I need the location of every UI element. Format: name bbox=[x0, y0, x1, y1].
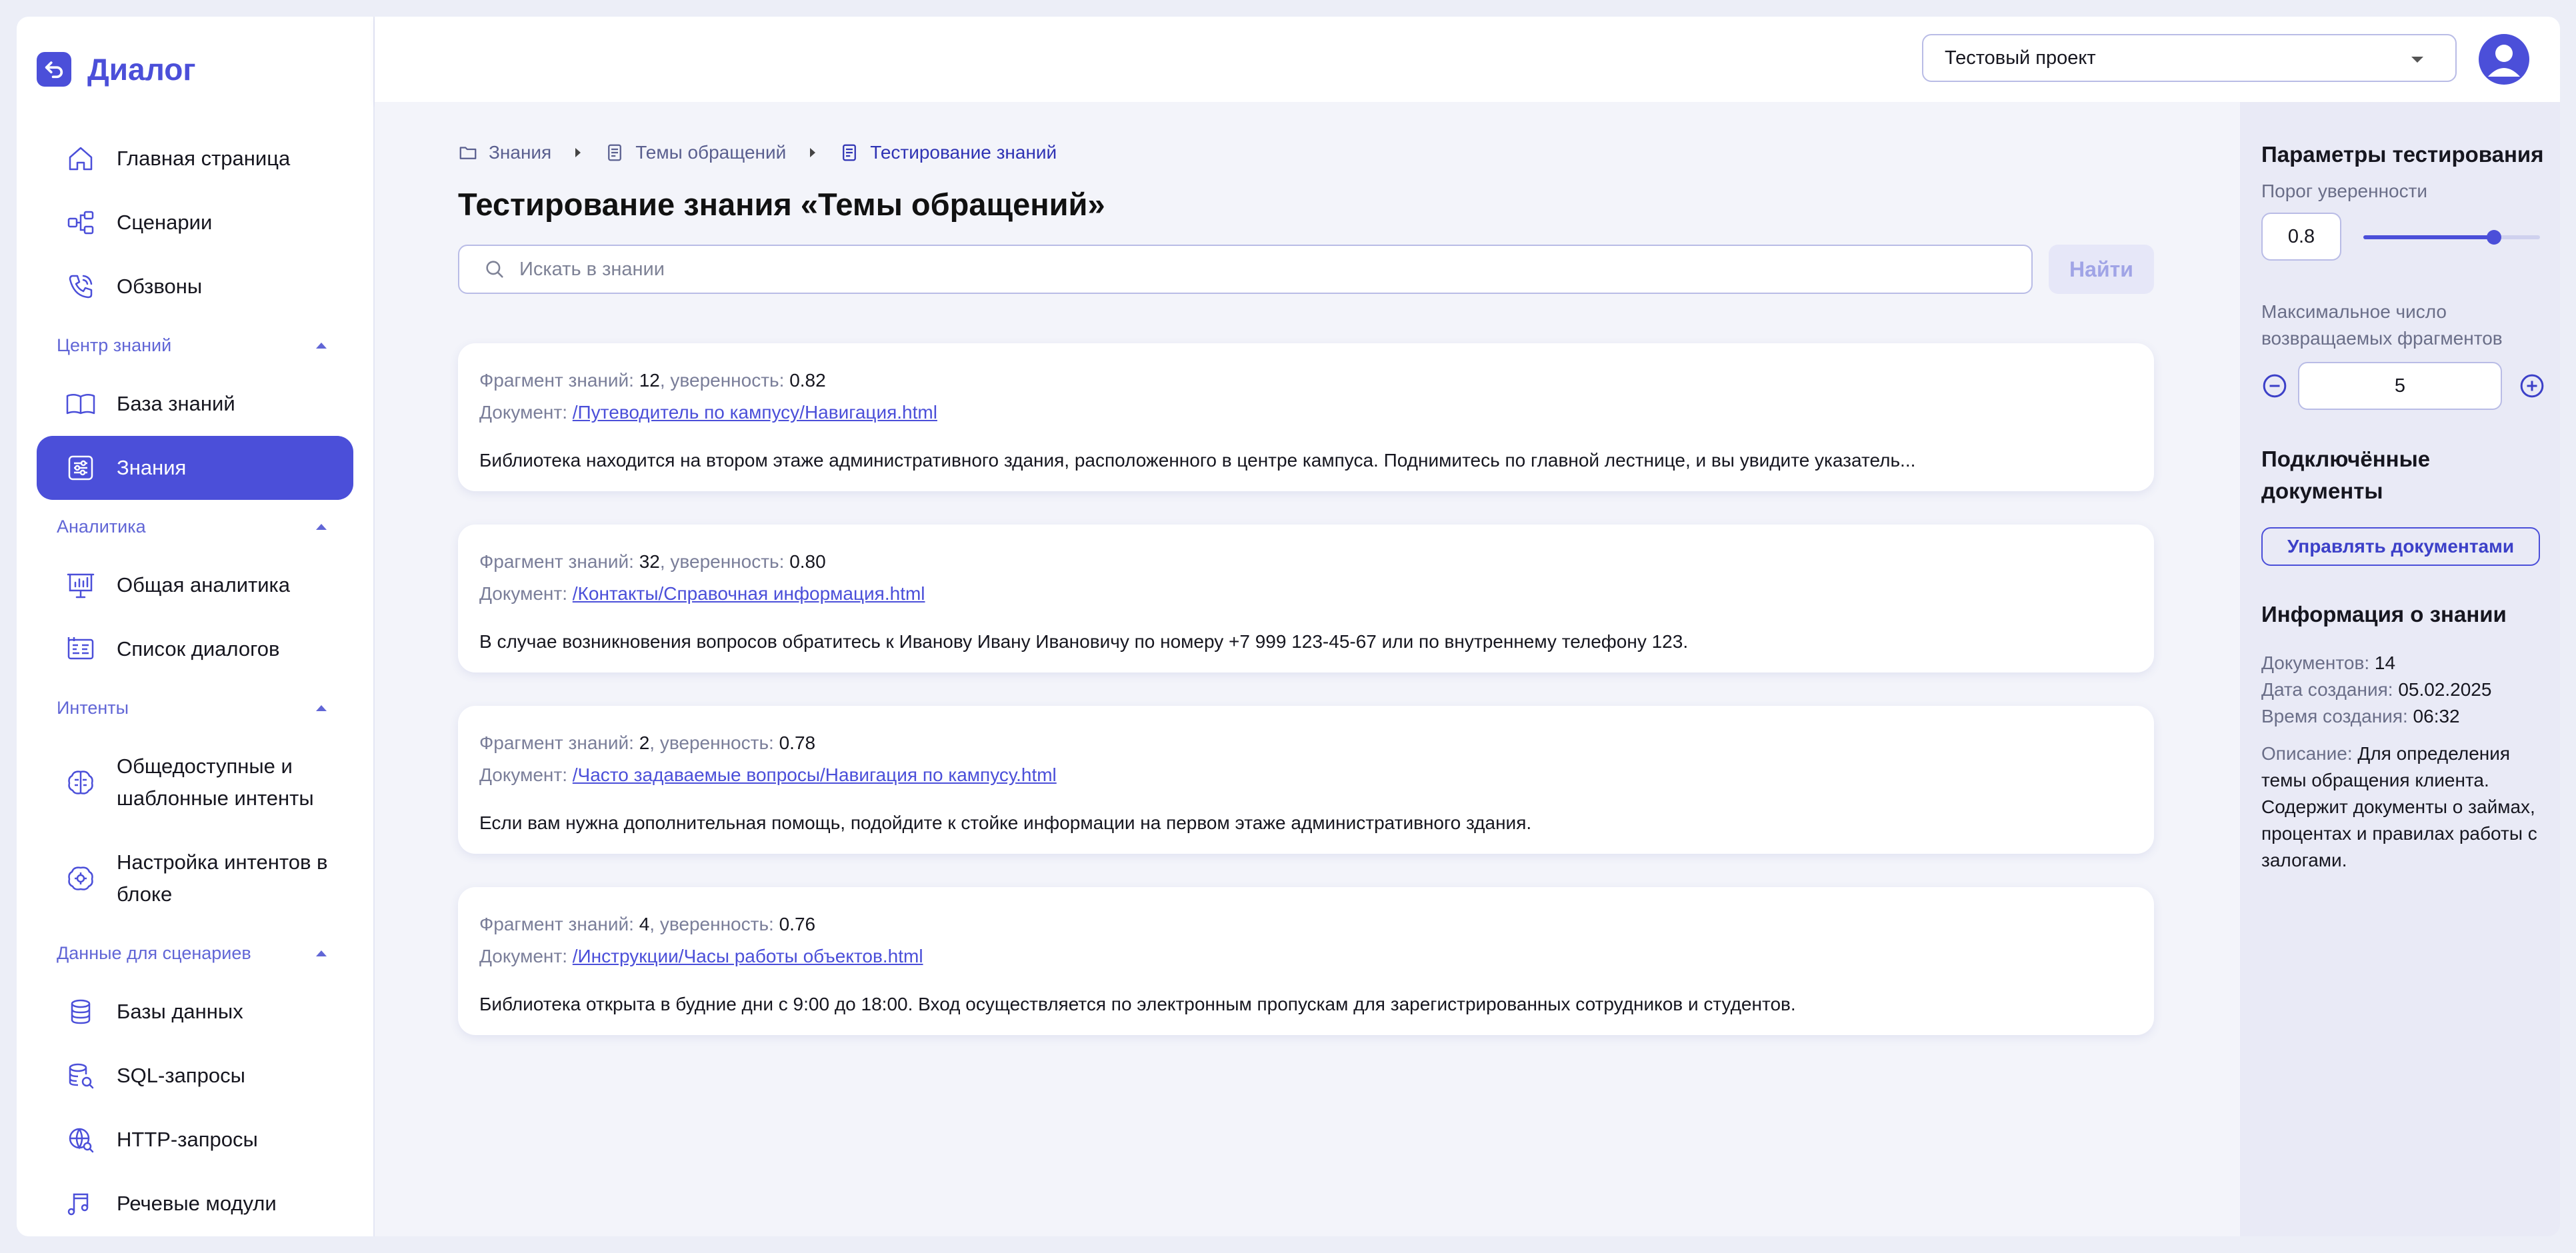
document-link[interactable]: /Часто задаваемые вопросы/Навигация по кампусу.html bbox=[572, 764, 1057, 785]
result-meta: Фрагмент знаний: 12, уверенность: 0.82 bbox=[479, 370, 826, 391]
chevron-right-icon bbox=[810, 148, 815, 157]
info-title: Информация о знании bbox=[2261, 602, 2507, 626]
project-select-value: Тестовый проект bbox=[1945, 47, 2096, 69]
dialog-list-icon bbox=[65, 633, 97, 665]
book-icon bbox=[65, 388, 97, 420]
result-card bbox=[458, 887, 2154, 1035]
avatar[interactable] bbox=[2479, 34, 2529, 85]
project-select[interactable] bbox=[1922, 34, 2457, 82]
section-knowledge-center[interactable] bbox=[37, 319, 353, 372]
breadcrumb-label: Знания bbox=[489, 142, 552, 163]
sidebar-item-dialog-list[interactable] bbox=[37, 617, 353, 681]
document-link[interactable]: /Путеводитель по кампусу/Навигация.html bbox=[572, 402, 937, 423]
confidence-value: 0.78 bbox=[779, 732, 816, 753]
fragment-number: 4 bbox=[639, 914, 650, 934]
breadcrumb-item-topics[interactable] bbox=[605, 142, 786, 163]
app-name: Диалог bbox=[87, 52, 196, 87]
max-fragments-label: Максимальное число возвращаемых фрагментов bbox=[2261, 301, 2503, 349]
find-button[interactable]: Найти bbox=[2049, 245, 2154, 294]
document-icon bbox=[605, 143, 625, 163]
result-meta: Фрагмент знаний: 32, уверенность: 0.80 bbox=[479, 551, 826, 572]
sidebar-item-label: Обзвоны bbox=[117, 275, 203, 298]
main-content bbox=[375, 102, 2240, 1236]
plus-circle-icon[interactable] bbox=[2519, 373, 2545, 399]
sidebar-item-label: SQL-запросы bbox=[117, 1064, 245, 1087]
confidence-value: 0.80 bbox=[789, 551, 826, 572]
sidebar-item-knowledge[interactable] bbox=[37, 436, 353, 500]
home-icon bbox=[65, 143, 97, 175]
sidebar-nav bbox=[37, 127, 353, 1236]
database-icon bbox=[65, 996, 97, 1028]
result-document: Документ: /Контакты/Справочная информация.html bbox=[479, 583, 925, 604]
collapse-icon bbox=[316, 343, 327, 349]
document-link[interactable]: /Контакты/Справочная информация.html bbox=[572, 583, 925, 604]
fragment-number: 12 bbox=[639, 370, 660, 391]
breadcrumb-item-knowledge[interactable] bbox=[458, 142, 551, 163]
collapse-icon bbox=[316, 950, 327, 956]
chevron-down-icon bbox=[2411, 57, 2423, 63]
sidebar bbox=[17, 17, 375, 1236]
presentation-chart-icon bbox=[65, 569, 97, 601]
sidebar-item-public-intents[interactable] bbox=[37, 734, 353, 830]
threshold-label: Порог уверенности bbox=[2261, 181, 2428, 201]
breadcrumb bbox=[458, 142, 1057, 163]
search-box[interactable] bbox=[458, 245, 2033, 294]
sidebar-item-label: Знания bbox=[117, 456, 187, 479]
brain-icon bbox=[65, 766, 97, 798]
brain-settings-icon bbox=[65, 862, 97, 894]
app-window bbox=[17, 17, 2560, 1236]
docs-count: Документов: 14 bbox=[2261, 652, 2396, 673]
sidebar-item-databases[interactable] bbox=[37, 980, 353, 1044]
sidebar-item-calls[interactable] bbox=[37, 255, 353, 319]
connected-docs-title: Подключённые документы bbox=[2261, 447, 2431, 503]
sidebar-item-label: Список диалогов bbox=[117, 637, 280, 660]
search-icon bbox=[483, 258, 506, 281]
sidebar-item-scenarios[interactable] bbox=[37, 191, 353, 255]
document-link[interactable]: /Инструкции/Часы работы объектов.html bbox=[572, 946, 923, 966]
topbar bbox=[375, 17, 2560, 102]
globe-search-icon bbox=[65, 1124, 97, 1156]
sidebar-item-label: HTTP-запросы bbox=[117, 1128, 258, 1151]
created-date: Дата создания: 05.02.2025 bbox=[2261, 679, 2492, 700]
sidebar-item-block-intents[interactable] bbox=[37, 830, 353, 926]
result-document: Документ: /Часто задаваемые вопросы/Навигация по кампусу.html bbox=[479, 764, 1057, 785]
sidebar-item-label: Настройка интентов в блоке bbox=[117, 850, 328, 906]
document-icon bbox=[839, 143, 859, 163]
sidebar-item-http[interactable] bbox=[37, 1108, 353, 1172]
sidebar-item-label: Общедоступные и шаблонные интенты bbox=[117, 754, 314, 810]
result-document: Документ: /Путеводитель по кампусу/Навигация.html bbox=[479, 402, 937, 423]
fragment-number: 2 bbox=[639, 732, 650, 753]
sliders-icon bbox=[65, 452, 97, 484]
result-document: Документ: /Инструкции/Часы работы объектов.html bbox=[479, 946, 923, 966]
section-title: Интенты bbox=[57, 697, 129, 718]
sidebar-item-label: Сценарии bbox=[117, 211, 213, 234]
sidebar-item-home[interactable] bbox=[37, 127, 353, 191]
result-card bbox=[458, 706, 2154, 854]
max-fragments-input[interactable]: 5 bbox=[2298, 362, 2502, 410]
slider-fill bbox=[2363, 235, 2494, 239]
breadcrumb-label: Тестирование знаний bbox=[870, 142, 1057, 163]
sidebar-item-speech-modules[interactable] bbox=[37, 1172, 353, 1236]
collapse-icon bbox=[316, 524, 327, 530]
result-text: В случае возникновения вопросов обратитесь к Иванову Ивану Ивановичу по номеру +7 999 123-45-67 или по внутреннему телефону 123. bbox=[479, 631, 1689, 652]
created-time: Время создания: 06:32 bbox=[2261, 706, 2460, 726]
result-meta: Фрагмент знаний: 2, уверенность: 0.78 bbox=[479, 732, 816, 753]
audio-note-icon bbox=[65, 1188, 97, 1220]
sidebar-item-label: Общая аналитика bbox=[117, 573, 291, 597]
result-text: Если вам нужна дополнительная помощь, подойдите к стойке информации на первом этаже административного здания. bbox=[479, 812, 1532, 833]
sidebar-item-label: База знаний bbox=[117, 392, 235, 415]
threshold-slider[interactable] bbox=[2363, 235, 2540, 239]
database-search-icon bbox=[65, 1060, 97, 1092]
slider-thumb[interactable] bbox=[2487, 230, 2501, 245]
logo[interactable] bbox=[37, 51, 196, 87]
result-card bbox=[458, 525, 2154, 672]
minus-circle-icon[interactable] bbox=[2261, 373, 2288, 399]
sidebar-item-knowledge-base[interactable] bbox=[37, 372, 353, 436]
results-list bbox=[458, 343, 2154, 1068]
breadcrumb-item-current bbox=[839, 142, 1057, 163]
section-analytics[interactable] bbox=[37, 500, 353, 553]
sidebar-item-label: Главная страница bbox=[117, 147, 291, 170]
description: Описание: Для определения темы обращения клиента. Содержит документы о займах, процентах и правилах работы с залогами. bbox=[2261, 743, 2537, 870]
scenario-icon bbox=[65, 207, 97, 239]
folder-icon bbox=[458, 143, 478, 163]
user-icon bbox=[2479, 34, 2529, 85]
chevron-right-icon bbox=[575, 148, 581, 157]
result-text: Библиотека открыта в будние дни с 9:00 до 18:00. Вход осуществляется по электронным пропускам для зарегистрированных сотрудников и студентов. bbox=[479, 994, 1796, 1014]
phone-call-icon bbox=[65, 271, 97, 303]
logo-icon bbox=[37, 52, 71, 87]
confidence-value: 0.82 bbox=[789, 370, 826, 391]
sidebar-item-label: Базы данных bbox=[117, 1000, 243, 1023]
sidebar-item-label: Речевые модули bbox=[117, 1192, 277, 1215]
testing-params-panel bbox=[2240, 102, 2560, 1236]
params-title: Параметры тестирования bbox=[2261, 142, 2544, 167]
collapse-icon bbox=[316, 705, 327, 711]
result-meta: Фрагмент знаний: 4, уверенность: 0.76 bbox=[479, 914, 816, 934]
section-title: Данные для сценариев bbox=[57, 942, 251, 963]
result-card bbox=[458, 343, 2154, 491]
page-title: Тестирование знания «Темы обращений» bbox=[458, 187, 1105, 222]
sidebar-item-general-analytics[interactable] bbox=[37, 553, 353, 617]
section-intents[interactable] bbox=[37, 681, 353, 734]
section-title: Аналитика bbox=[57, 516, 146, 537]
confidence-value: 0.76 bbox=[779, 914, 816, 934]
result-text: Библиотека находится на втором этаже административного здания, расположенного в центре кампуса. Поднимитесь по главной лестнице, и вы увидите указатель... bbox=[479, 450, 1916, 471]
search-input[interactable] bbox=[518, 258, 1987, 281]
section-title: Центр знаний bbox=[57, 335, 172, 355]
section-scenario-data[interactable] bbox=[37, 926, 353, 980]
breadcrumb-label: Темы обращений bbox=[635, 142, 787, 163]
manage-documents-button[interactable]: Управлять документами bbox=[2261, 527, 2540, 566]
fragment-number: 32 bbox=[639, 551, 660, 572]
threshold-input[interactable]: 0.8 bbox=[2261, 213, 2341, 261]
sidebar-item-sql[interactable] bbox=[37, 1044, 353, 1108]
